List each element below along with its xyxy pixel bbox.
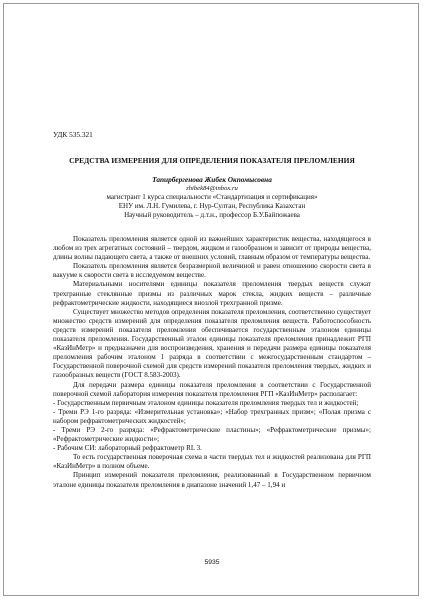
list-item: - Треми РЭ 2-го разряда: «Рефрактометрические пластины»; «Рефрактометрические призмы»; «Рефрактометрические жидкости»; bbox=[53, 425, 371, 444]
paragraph: Принцип измерений показателя преломления, реализованный в Государственном первичном эталоне единицы показателя преломления в диапазоне значений 1,47 – 1,94 и bbox=[53, 471, 371, 489]
list-item: - Государственным первичным эталоном единицы показателя преломления твердых тел и жидкостей; bbox=[53, 398, 359, 407]
paragraph: Для передачи размера единицы показателя преломления в соответствии с Государственной поверочной схемой лаборатория измерения показателя преломления РГП «КазИнМетр» располагает: bbox=[53, 380, 371, 398]
paper-title: СРЕДСТВА ИЗМЕРЕНИЯ ДЛЯ ОПРЕДЕЛЕНИЯ ПОКАЗАТЕЛЯ ПРЕЛОМЛЕНИЯ bbox=[69, 156, 355, 165]
page-number: 5935 bbox=[204, 559, 220, 566]
paper-body bbox=[53, 235, 371, 490]
author-email: zhibek84@inbox.ru bbox=[186, 185, 238, 193]
author-supervisor: Научный руководитель – д.т.н., профессор Б.У.Байпожаева bbox=[124, 211, 300, 220]
author-university: ЕНУ им. Л.Н. Гумилева, г. Нур-Султан, Республика Казахстан bbox=[118, 202, 306, 211]
list-item: - Рабочим СИ: лабораторный рефрактометр RL 3. bbox=[53, 444, 202, 453]
list-item: - Треми РЭ 1-го разряда: «Измерительная установка»; «Набор трехгранных призм»; «Полая призма с набором рефрактометрических жидкостей»; bbox=[53, 407, 371, 425]
author-block bbox=[53, 175, 371, 220]
document-page bbox=[53, 0, 371, 600]
udc-code: УДК 535.321 bbox=[53, 130, 93, 139]
author-name: Тапирбергенова Жибек Окпомысовна bbox=[152, 175, 272, 184]
paragraph: Материальными носителями единицы показателя преломления твердых веществ служат трехгранные стеклянные призмы из различных марок стекла, жидких веществ – различные рефрактометрические жидкости, находящиеся внозлой трехгранной призме. bbox=[53, 280, 371, 307]
paragraph: Показатель преломления является одной из важнейших характеристик вещества, находящегося в любом из трех агрегатных состояний – твердом, жидком и газообразном и зависит от природы вещества, длины волны падающего света, а также от внешних условий, главным образом от температуры вещества. bbox=[53, 235, 371, 262]
paragraph: То есть государственная поверочная схема в части твердых тел и жидкостей реализована для РГП «КазИнМетр» в полном объеме. bbox=[53, 453, 371, 471]
author-position: магистрант 1 курса специальности «Стандартизация и сертификация» bbox=[106, 193, 318, 202]
paragraph: Существует множество методов определения показателя преломления, соответственно существует множество средств измерений для определения показателя преломления веществ. Работоспособность средств измерений показателя преломления обеспечивается государственным эталоном единицы показателя преломления. Государственный эталон единицы показателя преломления принадлежит РГП «КазИнМетр» и предназначен для воспроизведения, хранения и передачи размера единицы показателя преломления рабочим эталоном 1 разряда в соответствии с межгосударственным стандартом – Государственной поверочной схемой для средств измерений показателя преломления твердых, жидких и газообразных веществ (ГОСТ 8.583-2003). bbox=[53, 307, 371, 380]
paragraph: Показатель преломления является безразмерной величиной и равен отношению скорости света в вакууме к скорости света в исследуемом веществе. bbox=[53, 262, 371, 280]
